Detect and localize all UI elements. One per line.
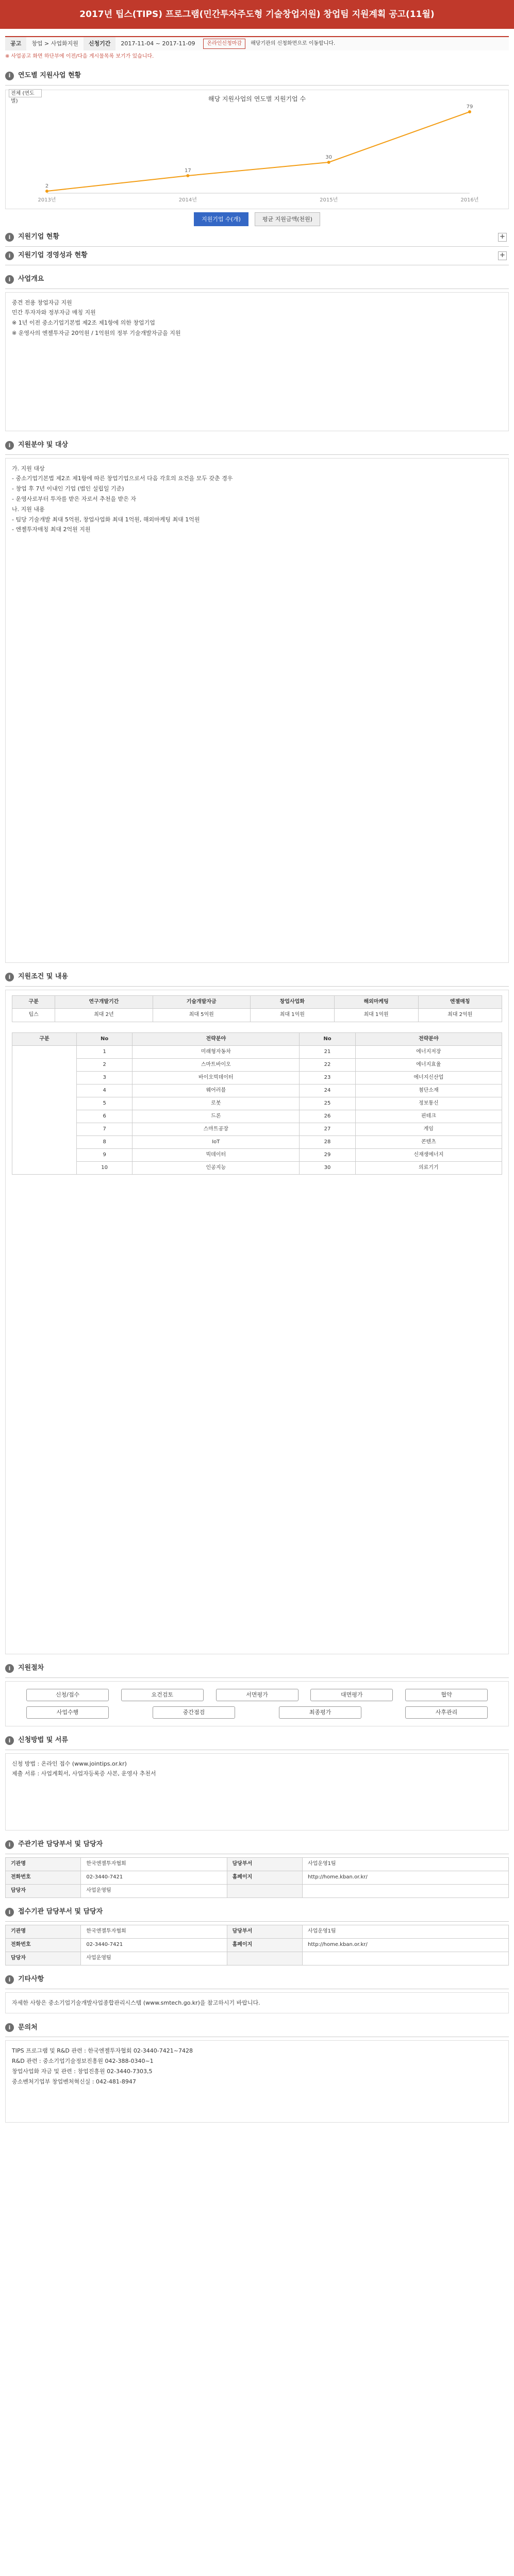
section-header: i 지원기업 현황 + xyxy=(5,228,509,247)
data-point xyxy=(186,174,189,177)
info-icon: i xyxy=(5,441,14,450)
tab-count[interactable]: 지원기업 수(개) xyxy=(194,212,248,226)
info-icon: i xyxy=(5,1975,14,1984)
info-icon: i xyxy=(5,1908,14,1917)
info-icon: i xyxy=(5,251,14,260)
support-box xyxy=(5,990,509,1654)
process-flow: 신청/접수 요건검토 서면평가 대면평가 협약 사업수행 중간점검 최종평가 사후관리 xyxy=(5,1681,509,1726)
data-point xyxy=(468,110,471,113)
table-row: 10 인공지능 30 의료기기 xyxy=(12,1161,502,1174)
table-row: 1 미래형자동차 21 에너지저장 xyxy=(12,1045,502,1058)
table-row: 담당자 사업운영팀 xyxy=(6,1952,509,1965)
section-header: i 신청방법 및 서류 xyxy=(5,1732,509,1750)
chart-panel xyxy=(5,90,509,209)
info-icon: i xyxy=(5,233,14,242)
section-header: i 지원분야 및 대상 xyxy=(5,436,509,455)
x-tick-label: 2016년 xyxy=(460,197,479,203)
page-title: 2017년 팁스(TIPS) 프로그램(민간투자주도형 기술창업지원) 창업팀 지원계획 공고(11월) xyxy=(0,0,514,29)
x-tick-label: 2013년 xyxy=(38,197,56,203)
table-row: 5 로봇 25 정보통신 xyxy=(12,1097,502,1110)
notice: ※ 사업공고 화면 하단부에 이전/다음 게시물목록 보기가 있습니다. xyxy=(5,54,154,59)
contact-table-1 xyxy=(5,1857,509,1898)
table-row: 7 스마트공장 27 게임 xyxy=(12,1123,502,1136)
contact-table-2 xyxy=(5,1925,509,1965)
eligibility-box: 가. 지원 대상 - 중소기업기본법 제2조 제1항에 따른 창업기업으로서 다음 각호의 요건을 모두 갖춘 경우 - 창업 후 7년 이내인 기업 (법인 설립일 기준) - 운영사로부터 투자를 받은 자로서 추천을 받은 자 나. 지원 내용 - 팀당 기술개발 최대 5억원, 창업사업화 최대 1억원, 해외마케팅 최대 1억원 - 엔젤투자매칭 최대 2억원 지원 xyxy=(5,458,509,963)
x-tick-label: 2015년 xyxy=(320,197,338,203)
info-icon: i xyxy=(5,1736,14,1745)
table-row: 3 바이오빅데이터 23 에너지신산업 xyxy=(12,1071,502,1084)
table-row: 전화번호 02-3440-7421 홈페이지 http://home.kban.or.kr/ xyxy=(6,1871,509,1884)
year-select[interactable]: 전체 (연도별) xyxy=(9,89,42,97)
support-table: 구분 연구개발기간 기술개발자금 창업사업화 해외마케팅 엔젤매칭 팁스 최대 2년 최대 5억원 최대 1억원 최대 1억원 최대 2억원 xyxy=(12,995,502,1022)
section-header: i 접수기관 담당부서 및 담당자 xyxy=(5,1903,509,1922)
section-header: i 사업개요 xyxy=(5,270,509,289)
expand-icon[interactable]: + xyxy=(498,251,507,260)
section-header: i 지원기업 경영성과 현황 + xyxy=(5,247,509,265)
info-icon: i xyxy=(5,973,14,981)
info-icon: i xyxy=(5,1840,14,1849)
info-icon: i xyxy=(5,2023,14,2032)
apply-status-button[interactable]: 온라인신청마감 xyxy=(203,39,245,49)
overview-box: 중견 전용 창업자금 지원 민간 투자자와 정부자금 매칭 지원 ※ 1년 이전 중소기업기본법 제2조 제1항에 의한 창업기업 ※ 운영사의 엔젤투자금 20억원 / 1억원의 정부 기술개발자금을 지원 xyxy=(5,292,509,431)
section-header: i 문의처 xyxy=(5,2019,509,2037)
table-row: 6 드론 26 핀테크 xyxy=(12,1110,502,1123)
info-bar: 공고 창업 > 사업화지원 신청기간 2017-11-04 ~ 2017-11-09 온라인신청마감 해당기관의 신청화면으로 이동합니다. xyxy=(5,36,509,50)
tab-amount[interactable]: 평균 지원금액(천원) xyxy=(255,212,320,226)
table-row: 담당자 사업운영팀 xyxy=(6,1884,509,1897)
info-icon: i xyxy=(5,72,14,80)
expand-icon[interactable]: + xyxy=(498,233,507,242)
section-header: i 연도별 지원사업 현황 xyxy=(5,67,509,86)
table-row: 기관명 한국엔젤투자협회 담당부서 사업운영1팀 xyxy=(6,1857,509,1871)
series-line xyxy=(47,112,470,191)
table-row: 9 빅데이터 29 신재생에너지 xyxy=(12,1148,502,1161)
table-row: 2 스마트바이오 22 에너지효율 xyxy=(12,1058,502,1071)
section-header: i 주관기관 담당부서 및 담당자 xyxy=(5,1836,509,1854)
data-label: 79 xyxy=(466,104,473,110)
x-tick-label: 2014년 xyxy=(178,197,197,203)
table-row: 전화번호 02-3440-7421 홈페이지 http://home.kban.or.kr/ xyxy=(6,1938,509,1952)
chart-title: 해당 지원사업의 연도별 지원기업 수 xyxy=(208,95,306,103)
table-row: 4 웨어러블 24 첨단소재 xyxy=(12,1084,502,1097)
data-label: 2 xyxy=(45,183,49,189)
section-header: i 지원절차 xyxy=(5,1659,509,1678)
section-header: i 지원조건 및 내용 xyxy=(5,968,509,987)
section-header: i 기타사항 xyxy=(5,1971,509,1989)
table-row: 기관명 한국엔젤투자협회 담당부서 사업운영1팀 xyxy=(6,1925,509,1938)
data-point xyxy=(327,161,330,164)
info-icon: i xyxy=(5,1664,14,1673)
table-row: 8 IoT 28 콘텐츠 xyxy=(12,1136,502,1148)
data-point xyxy=(45,190,48,193)
fields-table: 구분 No 전략분야 No 전략분야 1 미래형자동차 21 에너지저장 2 스마트바이오 22 에너지효율 3 바이오빅데이터 23 에너지신산업 4 웨어러블 24 첨단소재 5 로봇 25 정보통신 6 드론 26 핀테크 7 스마트공장 27 게임 8 IoT 28 콘텐츠 9 빅데이터 29 신재생에너지 10 인공지능 30 의료기기 xyxy=(12,1032,502,1175)
info-icon: i xyxy=(5,275,14,284)
data-label: 30 xyxy=(325,154,333,160)
data-label: 17 xyxy=(184,167,191,174)
